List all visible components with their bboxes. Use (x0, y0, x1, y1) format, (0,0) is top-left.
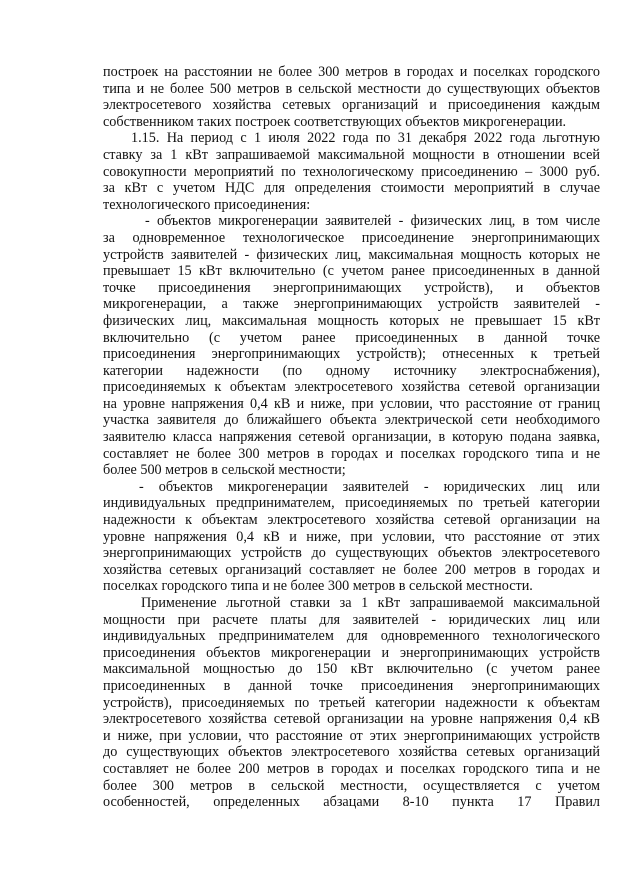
text-line: включительно (с учетом ранее присоединенных в данной точке (103, 329, 600, 346)
text-line: индивидуальных предпринимателем для одновременного технологического (103, 628, 600, 645)
text-line: устройств), присоединяемых по третьей категории надежности к объектам (103, 694, 600, 711)
text-line: хозяйства сетевых организаций составляет не более 200 метров в городах и (103, 561, 600, 578)
text-line: категории надежности (по одному источнику электроснабжения), (103, 362, 600, 379)
text-line: физических лиц, максимальная мощность которых не превышает 15 кВт (103, 312, 600, 329)
text-line: ставку за 1 кВт запрашиваемой максимальной мощности в отношении всей (103, 146, 600, 163)
text-line: более 500 метров в сельской местности; (103, 462, 346, 479)
text-line: устройств заявителей - физических лиц, максимальная мощность которых не (103, 246, 600, 263)
text-line: электросетевого хозяйства сетевых организаций и присоединения каждым (103, 97, 600, 114)
text-line: за кВт с учетом НДС для определения стоимости мероприятий в случае (103, 180, 600, 197)
text-line: присоединения энергопринимающих устройств); отнесенных к третьей (103, 346, 600, 363)
text-line: и ниже, при условии, что расстояние от этих энергопринимающих устройств (103, 727, 600, 744)
text-line: микрогенерации, а также энергопринимающих устройств заявителей - (103, 296, 600, 313)
text-line: построек на расстоянии не более 300 метров в городах и поселках городского (103, 64, 600, 80)
text-line: до существующих объектов электросетевого хозяйства сетевых организаций (103, 744, 600, 761)
paragraph-application-start: Применение льготной ставки за 1 кВт запрашиваемой максимальной (141, 595, 600, 611)
text-line: уровне напряжения 0,4 кВ и ниже, при условии, что расстояние от этих (103, 528, 600, 545)
text-line: поселках городского типа и не более 300 метров в сельской местности. (103, 578, 533, 595)
text-line: максимальной мощностью до 150 кВт включительно (с учетом ранее (103, 661, 600, 678)
text-line: собственником таких построек соответствующих объектов микрогенерации. (103, 113, 567, 130)
text-line: присоединения объектов микрогенерации и энергопринимающих устройств (103, 644, 600, 661)
paragraph-1-15-start: 1.15. На период с 1 июля 2022 года по 31 декабря 2022 года льготную (131, 130, 600, 147)
text-line: более 300 метров в сельской местности, осуществляется с учетом (103, 777, 600, 794)
text-line: мощности при расчете платы для заявителей - юридических лиц или (103, 611, 600, 628)
text-line: надежности к объектам электросетевого хозяйства сетевой организации на (103, 512, 600, 529)
text-line: составляет не более 300 метров в городах и поселках городского типа и не (103, 445, 600, 462)
text-line: технологического присоединения: (103, 196, 311, 213)
text-line: типа и не более 500 метров в сельской местности до существующих объектов (103, 80, 600, 97)
text-line: присоединяемых к объектам электросетевого хозяйства сетевой организации (103, 379, 600, 396)
text-line: заявителю класса напряжения сетевой организации, в которую подана заявка, (103, 429, 600, 446)
document-body (103, 64, 600, 811)
text-line: точке присоединения энергопринимающих устройств), и объектов (103, 279, 600, 296)
text-line: энергопринимающих устройств до существующих объектов электросетевого (103, 545, 600, 562)
text-line: индивидуальных предпринимателем, присоединяемых по третьей категории (103, 495, 600, 512)
text-line: особенностей, определенных абзацами 8-10 пункта 17 Правил (103, 794, 600, 811)
text-line: участка заявителя до ближайшего объекта электрической сети необходимого (103, 412, 600, 429)
list-item-legal-entities: - объектов микрогенерации заявителей - юридических лиц или (139, 478, 600, 495)
text-line: на уровне напряжения 0,4 кВ и ниже, при условии, что расстояние от границ (103, 395, 600, 412)
text-line: за одновременное технологическое присоединение энергопринимающих (103, 229, 600, 246)
text-line: составляет не более 200 метров в городах и поселках городского типа и не (103, 760, 600, 777)
text-line: присоединенных в данной точке присоединения энергопринимающих (103, 677, 600, 694)
text-line: совокупности мероприятий по технологическому присоединению – 3000 руб. (103, 163, 600, 180)
text-line: превышает 15 кВт включительно (с учетом ранее присоединенных в данной (103, 263, 600, 280)
text-line: электросетевого хозяйства сетевой организации на уровне напряжения 0,4 кВ (103, 711, 600, 728)
list-item-physical-persons: - объектов микрогенерации заявителей - физических лиц, в том числе (145, 213, 600, 230)
